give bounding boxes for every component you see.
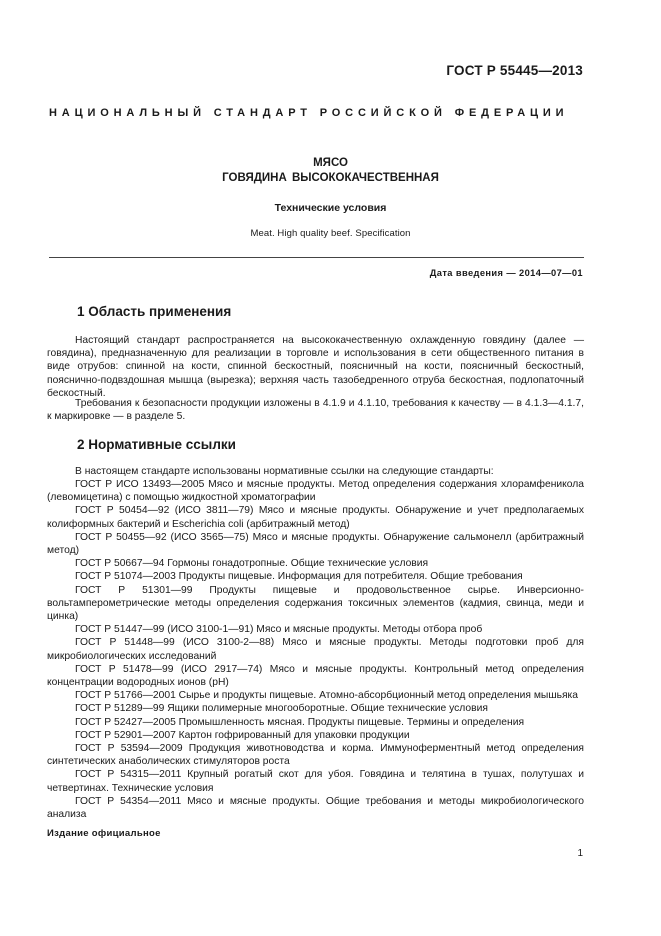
section-1-paragraph-2: Требования к безопасности продукции изложены в 4.1.9 и 4.1.10, требования к качеству — в 4.1.3—4.1.7, к маркировке — в разделе 5. <box>47 398 584 423</box>
reference-item: ГОСТ Р 51766—2001 Сырье и продукты пищевые. Атомно-абсорбционный метод определения мышьяка <box>75 690 578 702</box>
reference-item: ГОСТ Р 50455—92 (ИСО 3565—75) Мясо и мясные продукты. Обнаружение сальмонелл (арбитражный метод) <box>47 531 584 557</box>
normative-references-list <box>47 478 584 821</box>
introduction-date: Дата введения — 2014—07—01 <box>429 268 583 278</box>
title-subtitle: Технические условия <box>274 202 387 214</box>
document-code: ГОСТ Р 55445—2013 <box>446 63 583 78</box>
reference-item: ГОСТ Р 53594—2009 Продукция животноводства и корма. Иммуноферментный метод определения синтетических анаболических стимуляторов роста <box>47 743 584 768</box>
official-edition-note: Издание официальное <box>47 828 161 839</box>
title-line-1: МЯСО <box>313 157 348 169</box>
reference-item: ГОСТ Р 52901—2007 Картон гофрированный для упаковки продукции <box>75 729 410 741</box>
reference-item: ГОСТ Р 51447—99 (ИСО 3100-1—91) Мясо и мясные продукты. Методы отбора проб <box>75 624 483 636</box>
section-1-title: 1 Область применения <box>77 304 232 319</box>
reference-item: ГОСТ Р ИСО 13493—2005 Мясо и мясные продукты. Метод определения содержания хлорамфеникола (левомицетина) с помощью жидкостной хроматографии <box>47 479 584 504</box>
page-number: 1 <box>577 848 583 859</box>
section-1-paragraph-1: Настоящий стандарт распространяется на высококачественную охлажденную говядину (далее — говядина), предназначенную для реализации в торговле и использования в сети общественного питания в виде отрубов: спинной на кости, спинной бескостный, поясничный на кости, поясничный бескостный, пояснично-подвздошная мышца (вырезка); верхняя часть тазобедренного отруба бескостная, подлопаточный бескостный. <box>47 335 584 399</box>
reference-item: ГОСТ Р 51301—99 Продукты пищевые и продовольственное сырье. Инверсионно-вольтамперометрические методы определения содержания токсичных элементов (кадмия, свинца, меди и цинка) <box>47 584 584 623</box>
section-2-intro: В настоящем стандарте использованы нормативные ссылки на следующие стандарты: <box>75 466 494 477</box>
reference-item: ГОСТ Р 54354—2011 Мясо и мясные продукты. Общие требования и методы микробиологического анализа <box>47 795 584 821</box>
reference-item: ГОСТ Р 51074—2003 Продукты пищевые. Информация для потребителя. Общие требования <box>75 571 523 583</box>
reference-item: ГОСТ Р 51478—99 (ИСО 2917—74) Мясо и мясные продукты. Контрольный метод определения концентрации водородных ионов (рН) <box>47 663 584 689</box>
reference-item: ГОСТ Р 51289—99 Ящики полимерные многооборотные. Общие технические условия <box>75 703 488 715</box>
horizontal-rule <box>49 257 584 258</box>
reference-item: ГОСТ Р 54315—2011 Крупный рогатый скот для убоя. Говядина и телятина в тушах, полутушах и четвертинах. Технические условия <box>47 769 584 794</box>
section-2-title: 2 Нормативные ссылки <box>77 437 236 452</box>
title-line-2: ГОВЯДИНА ВЫСОКОКАЧЕСТВЕННАЯ <box>222 172 439 184</box>
national-standard-heading: НАЦИОНАЛЬНЫЙ СТАНДАРТ РОССИЙСКОЙ ФЕДЕРАЦИИ <box>49 107 569 119</box>
english-title: Meat. High quality beef. Specification <box>250 228 411 239</box>
reference-item: ГОСТ Р 50667—94 Гормоны гонадотропные. Общие технические условия <box>75 558 429 570</box>
reference-item: ГОСТ Р 52427—2005 Промышленность мясная. Продукты пищевые. Термины и определения <box>75 716 525 728</box>
reference-item: ГОСТ Р 51448—99 (ИСО 3100-2—88) Мясо и мясные продукты. Методы подготовки проб для микробиологических исследований <box>47 637 584 662</box>
reference-item: ГОСТ Р 50454—92 (ИСО 3811—79) Мясо и мясные продукты. Обнаружение и учет предполагаемых колиформных бактерий и Escherichia coli (арбитражный метод) <box>47 505 584 530</box>
